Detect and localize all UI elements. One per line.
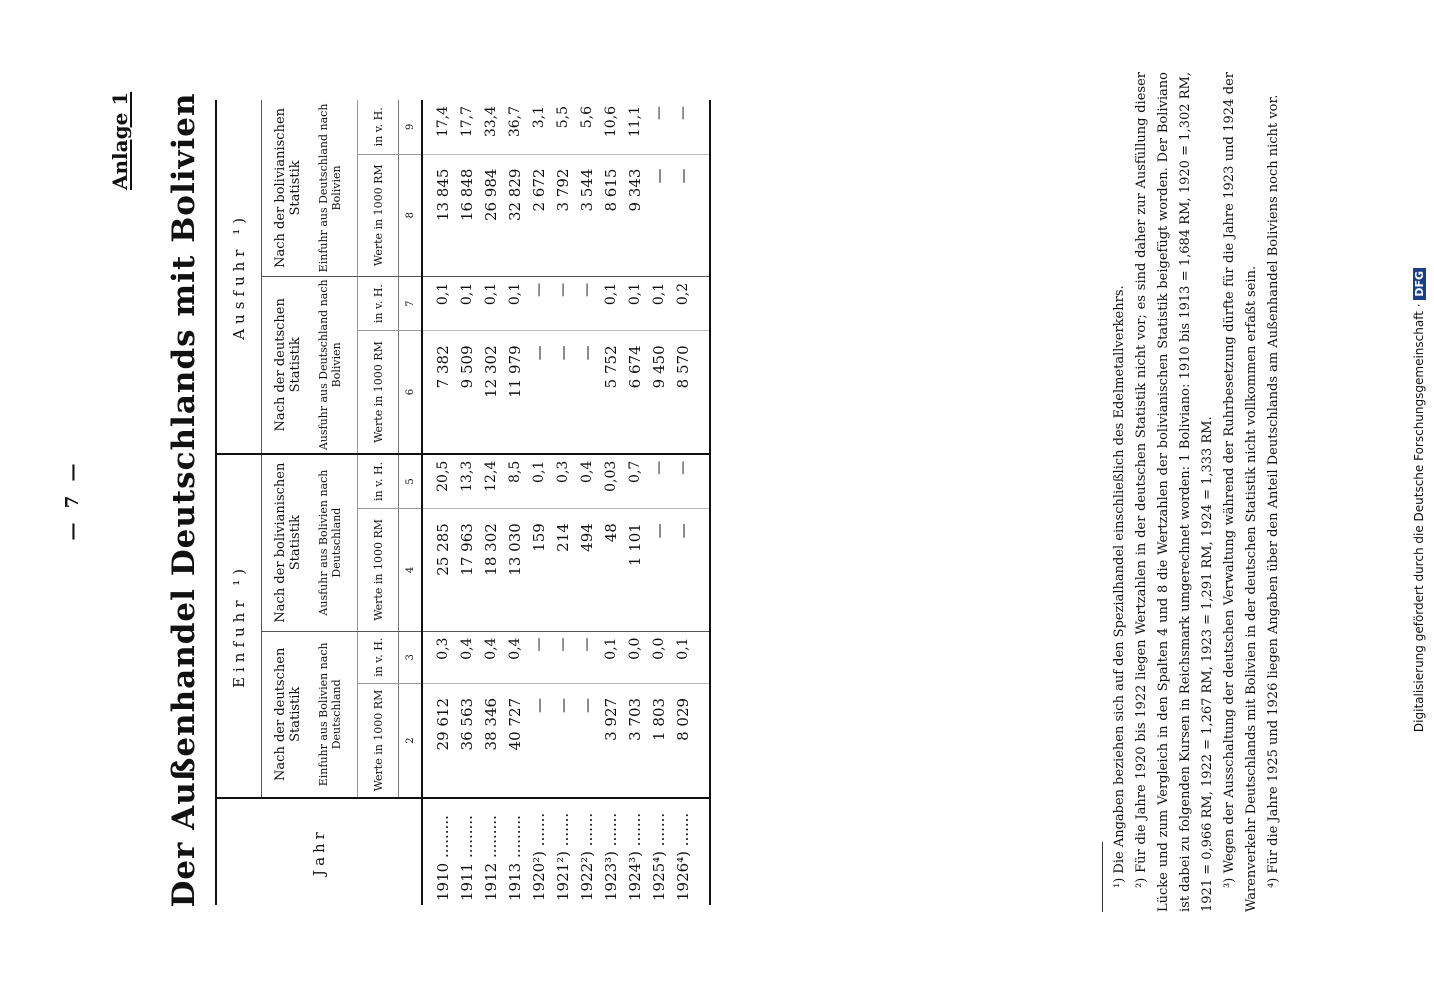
header-jahr: Jahr (216, 798, 422, 905)
value-cell: 0,1 (455, 276, 479, 330)
header-sub-ausfuhr-bo: Einfuhr aus Deutschland nach Bolivien (317, 103, 343, 273)
value-cell: 0,4 (575, 454, 599, 509)
value-cell: 17 963 (455, 509, 479, 631)
value-cell: — (575, 276, 599, 330)
year-cell: 1922²) ....... (575, 798, 599, 905)
value-cell: 159 (527, 509, 551, 631)
value-cell: — (671, 100, 710, 154)
credit-text: Digitalisierung gefördert durch die Deutsche Forschungsgemeinschaft · (1412, 303, 1426, 733)
value-cell: — (647, 154, 671, 276)
value-cell: 9 509 (455, 331, 479, 454)
value-cell: 494 (575, 509, 599, 631)
header-source-bolivian-1: Nach der bolivianischen Statistik (262, 454, 315, 631)
table-row (671, 100, 710, 905)
value-cell: 36,7 (507, 106, 523, 138)
value-cell: 38 346 (479, 683, 503, 798)
header-vh: in v. H. (358, 100, 399, 154)
value-cell: 5,6 (579, 106, 595, 129)
year-cell: 1912 ......... (479, 798, 503, 905)
header-source-german-2: Nach der deutschen Statistik (262, 276, 315, 453)
value-cell: 5 752 (599, 331, 623, 454)
value-cell: 13 030 (503, 509, 527, 631)
anlage-label: Anlage 1 (108, 91, 132, 190)
value-cell: 12 302 (479, 331, 503, 454)
header-einfuhr: Einfuhr ¹) (216, 454, 262, 798)
value-cell: — (551, 683, 575, 798)
value-cell: 0,1 (479, 276, 503, 330)
value-cell: 0,4 (455, 631, 479, 683)
year-cell: 1921²) ....... (551, 798, 575, 905)
value-cell: 0,0 (647, 631, 671, 683)
value-cell: — (575, 631, 599, 683)
table-body (422, 100, 710, 905)
value-cell: 0,1 (422, 276, 455, 330)
value-cell: — (647, 454, 671, 509)
table-row (527, 100, 551, 905)
value-cell: 36 563 (455, 683, 479, 798)
table-row (479, 100, 503, 905)
value-cell: 0,4 (503, 631, 527, 683)
value-cell: — (527, 331, 551, 454)
value-cell: 32 829 (503, 154, 527, 276)
value-cell: 0,3 (422, 631, 455, 683)
value-cell: — (551, 631, 575, 683)
header-werte: Werte in 1000 RM (358, 154, 399, 276)
header-werte: Werte in 1000 RM (358, 331, 399, 454)
col-number: 2 (399, 683, 423, 798)
header-sub-einfuhr-de: Einfuhr aus Bolivien nach Deutschland (314, 631, 358, 798)
footnote-4: ⁴) Für die Jahre 1925 und 1926 liegen Angaben über den Anteil Deutschlands am Außenhandel Boliviens noch nicht vor. (1266, 94, 1281, 888)
value-cell: — (651, 106, 667, 120)
value-cell: 11,1 (627, 106, 643, 138)
value-cell: 3 792 (551, 154, 575, 276)
header-vh: in v. H. (358, 276, 399, 330)
value-cell: 2 672 (527, 154, 551, 276)
year-cell: 1923³) ....... (599, 798, 623, 905)
header-sub-ausfuhr-de: Ausfuhr aus Deutschland nach Bolivien (314, 276, 358, 453)
value-cell: — (575, 683, 599, 798)
col-number: 8 (399, 154, 423, 276)
year-cell: 1920²) ....... (527, 798, 551, 905)
value-cell: — (527, 631, 551, 683)
value-cell: 9 450 (647, 331, 671, 454)
value-cell: 1 101 (623, 509, 647, 631)
value-cell: 214 (551, 509, 575, 631)
value-cell: 0,1 (503, 276, 527, 330)
value-cell: 6 674 (623, 331, 647, 454)
value-cell: — (527, 276, 551, 330)
year-cell: 1913 ......... (503, 798, 527, 905)
header-vh: in v. H. (358, 454, 399, 509)
value-cell: 0,2 (671, 276, 710, 330)
value-cell: 0,1 (527, 454, 551, 509)
value-cell: 9 343 (623, 154, 647, 276)
value-cell: 8,5 (503, 454, 527, 509)
year-cell: 1910 ......... (422, 798, 455, 905)
value-cell: 0,1 (671, 631, 710, 683)
year-cell: 1926⁴) ....... (671, 798, 710, 905)
value-cell: 8 615 (599, 154, 623, 276)
table-row (503, 100, 527, 905)
value-cell: 0,1 (647, 276, 671, 330)
value-cell: — (527, 683, 551, 798)
value-cell: 13,3 (455, 454, 479, 509)
header-werte: Werte in 1000 RM (358, 683, 399, 798)
value-cell: 3,1 (531, 106, 547, 129)
value-cell: 16 848 (455, 154, 479, 276)
col-number: 4 (399, 509, 423, 631)
value-cell: — (551, 276, 575, 330)
value-cell: 17,4 (435, 106, 451, 138)
value-cell: 29 612 (422, 683, 455, 798)
footnote-2: ²) Für die Jahre 1920 bis 1922 liegen Wertzahlen in der deutschen Statistik nicht vor; es sind daher zur Ausfüllung dieser Lücke und zum Vergleich in den Spalten 4 und 8 die Wertzahlen der bolivianischen Statistik beigefügt worden. Der Boliviano ist dabei zu folgenden Kursen in Reichsmark umgerechnet worden: 1 Boliviano: 1910 bis 1913 = 1,684 RM, 1920 = 1,302 RM, 1921 = 0,966 RM, 1922 = 1,267 RM, 1923 = 1,291 RM, 1924 = 1,333 RM. (1134, 72, 1215, 912)
digitization-credit (1412, 0, 1426, 1000)
value-cell: — (551, 331, 575, 454)
value-cell: 8 029 (671, 683, 710, 798)
col-number: 3 (399, 631, 423, 683)
value-cell: 10,6 (603, 106, 619, 138)
value-cell: 11 979 (503, 331, 527, 454)
header-source-german-1: Nach der deutschen Statistik (262, 631, 315, 798)
value-cell: 40 727 (503, 683, 527, 798)
value-cell: 18 302 (479, 509, 503, 631)
col-number: 5 (399, 454, 423, 509)
header-sub-einfuhr-bo: Ausfuhr aus Bolivien nach Deutschland (314, 454, 358, 631)
year-cell: 1924³) ....... (623, 798, 647, 905)
value-cell: 0,03 (599, 454, 623, 509)
value-cell: 0,1 (599, 276, 623, 330)
value-cell: — (575, 331, 599, 454)
value-cell: 20,5 (422, 454, 455, 509)
value-cell: 7 382 (422, 331, 455, 454)
dfg-logo: DFG (1413, 268, 1426, 300)
col-number: 6 (399, 331, 423, 454)
table-row (455, 100, 479, 905)
footnotes (1102, 72, 1285, 912)
value-cell: 0,1 (623, 276, 647, 330)
page-title: Der Außenhandel Deutschlands mit Bolivien (166, 92, 202, 908)
table-row (551, 100, 575, 905)
footnote-rule (1102, 842, 1103, 912)
value-cell: 13 845 (422, 154, 455, 276)
trade-table (215, 100, 711, 905)
header-source-bolivian-2: Nach der bolivianischen Statistik (262, 100, 315, 276)
value-cell: 1 803 (647, 683, 671, 798)
table-row (599, 100, 623, 905)
value-cell: 0,7 (623, 454, 647, 509)
header-werte: Werte in 1000 RM (358, 509, 399, 631)
value-cell: 33,4 (483, 106, 499, 138)
value-cell: — (671, 154, 710, 276)
value-cell: 0,3 (551, 454, 575, 509)
table-row (623, 100, 647, 905)
value-cell: 26 984 (479, 154, 503, 276)
value-cell: — (671, 454, 710, 509)
value-cell: 5,5 (555, 106, 571, 129)
value-cell: 0,0 (623, 631, 647, 683)
value-cell: 17,7 (459, 106, 475, 138)
year-cell: 1911 ......... (455, 798, 479, 905)
year-cell: 1925⁴) ....... (647, 798, 671, 905)
header-ausfuhr: Ausfuhr ¹) (216, 100, 262, 454)
page-number: — 7 — (62, 459, 83, 541)
col-number: 7 (399, 276, 423, 330)
col-number: 9 (399, 100, 423, 154)
value-cell: 8 570 (671, 331, 710, 454)
value-cell: 0,1 (599, 631, 623, 683)
value-cell: 48 (599, 509, 623, 631)
value-cell: 3 927 (599, 683, 623, 798)
value-cell: 3 703 (623, 683, 647, 798)
header-vh: in v. H. (358, 631, 399, 683)
table-row (647, 100, 671, 905)
value-cell: 12,4 (479, 454, 503, 509)
value-cell: — (671, 509, 710, 631)
value-cell: 3 544 (575, 154, 599, 276)
value-cell: 0,4 (479, 631, 503, 683)
value-cell: — (647, 509, 671, 631)
table-row (422, 100, 455, 905)
value-cell: 25 285 (422, 509, 455, 631)
footnote-1: ¹) Die Angaben beziehen sich auf den Spezialhandel einschließlich des Edelmetallverkehrs. (1112, 285, 1127, 888)
table-row (575, 100, 599, 905)
footnote-3: ³) Wegen der Ausschaltung der deutschen Verwaltung während der Ruhrbesetzung dürfte für die Jahre 1923 und 1924 der Warenverkehr Deutschlands mit Bolivien in der deutschen Statistik nicht vollkommen erfaßt sein. (1222, 72, 1259, 912)
